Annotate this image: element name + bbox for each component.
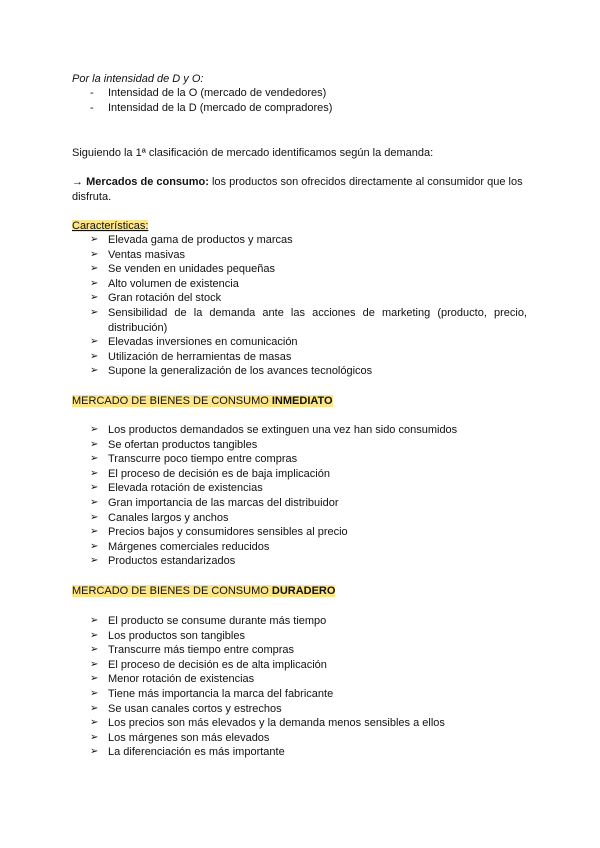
caracteristicas-heading-text: Características: [72,220,149,232]
inmediato-heading-bold: INMEDIATO [271,395,333,407]
list-item [90,525,527,540]
list-item-text: Se ofertan productos tangibles [108,438,258,451]
list-item [90,540,527,555]
list-item-text: Alto volumen de existencia [108,277,239,290]
caracteristicas-heading [72,219,148,233]
bullet-arrow-icon: ➢ [90,453,99,465]
list-item-text: Utilización de herramientas de masas [108,350,292,363]
list-item [90,335,527,350]
list-item [90,438,527,453]
bullet-arrow-icon: ➢ [90,555,99,567]
inmediato-heading-prefix: MERCADO DE BIENES DE CONSUMO [72,395,269,407]
list-item [90,233,527,248]
list-item-text: Gran importancia de las marcas del distribuidor [108,496,339,509]
list-item-text: Sensibilidad de la demanda ante las acciones de marketing (producto, precio, distribución) [108,306,527,334]
consumo-text-cont: disfruta. [72,191,112,203]
bullet-arrow-icon: ➢ [90,629,99,641]
bullet-arrow-icon: ➢ [90,248,99,260]
list-item [90,423,527,438]
list-item [90,643,527,658]
list-item-text: Gran rotación del stock [108,292,222,305]
list-item-text: Supone la generalización de los avances tecnológicos [108,365,373,378]
duradero-heading-bold: DURADERO [271,585,336,597]
inmediato-list [90,423,527,569]
list-item-text: Tiene más importancia la marca del fabricante [108,687,334,700]
bullet-arrow-icon: ➢ [90,717,99,729]
bullet-arrow-icon: ➢ [90,263,99,275]
list-item [90,745,527,760]
list-item [90,364,527,379]
bullet-arrow-icon: ➢ [90,644,99,656]
list-item [90,716,527,731]
list-item-text: Menor rotación de existencias [108,673,255,686]
bullet-arrow-icon: ➢ [90,350,99,362]
list-item-text: Elevada rotación de existencias [108,482,263,495]
list-item [90,496,527,511]
bullet-arrow-icon: ➢ [90,658,99,670]
bullet-arrow-icon: ➢ [90,511,99,523]
list-item [90,248,527,263]
intro-title: Por la intensidad de D y O: [72,73,204,85]
list-item-text: El proceso de decisión es de baja implicación [108,467,330,480]
list-item-text: Los precios son más elevados y la demanda menos sensibles a ellos [108,717,445,730]
list-item [90,731,527,746]
list-item [90,350,527,365]
list-item [90,511,527,526]
list-item [90,262,527,277]
consumo-definition [72,175,523,189]
list-item [90,629,527,644]
duradero-heading-prefix: MERCADO DE BIENES DE CONSUMO [72,585,269,597]
bullet-arrow-icon: ➢ [90,482,99,494]
bullet-arrow-icon: ➢ [90,234,99,245]
bullet-arrow-icon: ➢ [90,526,99,538]
list-item-text: La diferenciación es más importante [108,746,285,759]
bullet-arrow-icon: ➢ [90,615,99,626]
list-item-text: Elevada gama de productos y marcas [108,234,293,246]
list-item [90,291,527,306]
bullet-arrow-icon: ➢ [90,540,99,552]
list-item [90,672,527,687]
bullet-arrow-icon: ➢ [90,292,99,304]
arrow-right-icon: → [72,176,83,188]
list-item [90,277,527,292]
intro-item-text: Intensidad de la O (mercado de vendedores) [108,87,327,99]
bullet-arrow-icon: ➢ [90,365,99,377]
list-item [90,452,527,467]
bullet-arrow-icon: ➢ [90,467,99,479]
list-item [90,306,527,335]
list-item [90,554,527,569]
list-item-text: Se usan canales cortos y estrechos [108,702,282,715]
consumo-label: Mercados de consumo: [86,176,209,188]
duradero-list [90,614,527,760]
list-item [90,614,527,629]
caracteristicas-list [90,233,527,379]
intro-item-text: Intensidad de la D (mercado de compradores) [108,102,333,114]
bullet-arrow-icon: ➢ [90,336,99,348]
list-item [90,481,527,496]
list-item-text: Productos estandarizados [108,555,236,568]
list-item [90,702,527,717]
bullet-arrow-icon: ➢ [90,673,99,685]
bullet-arrow-icon: ➢ [90,424,99,435]
classification-text: Siguiendo la 1ª clasificación de mercado identificamos según la demanda: [72,147,434,159]
bullet-arrow-icon: ➢ [90,438,99,450]
list-item [90,467,527,482]
list-item-text: Transcurre más tiempo entre compras [108,644,295,657]
list-item [90,687,527,702]
bullet-arrow-icon: ➢ [90,731,99,743]
list-item-text: Canales largos y anchos [108,511,229,524]
list-item-text: Los márgenes son más elevados [108,731,270,744]
list-item-text: El producto se consume durante más tiempo [108,615,327,627]
duradero-heading-highlight [72,585,335,597]
list-item-text: Los productos son tangibles [108,629,245,642]
bullet-arrow-icon: ➢ [90,702,99,714]
list-item-text: Se venden en unidades pequeñas [108,263,275,276]
list-item-text: Transcurre poco tiempo entre compras [108,453,298,466]
dash-marker: - [90,87,94,99]
list-item-text: Precios bajos y consumidores sensibles al precio [108,526,348,539]
list-item-text: Ventas masivas [108,248,186,261]
dash-marker: - [90,102,94,114]
duradero-heading [72,584,335,598]
bullet-arrow-icon: ➢ [90,496,99,508]
list-item-text: Los productos demandados se extinguen una vez han sido consumidos [108,424,458,436]
bullet-arrow-icon: ➢ [90,746,99,758]
list-item-text: El proceso de decisión es de alta implicación [108,658,327,671]
list-item-text: Elevadas inversiones en comunicación [108,336,298,349]
bullet-arrow-icon: ➢ [90,687,99,699]
bullet-arrow-icon: ➢ [90,277,99,289]
inmediato-heading-highlight [72,395,333,407]
inmediato-heading [72,394,333,408]
bullet-arrow-icon: ➢ [90,306,99,318]
list-item [90,658,527,673]
consumo-text: los productos son ofrecidos directamente al consumidor que los [211,176,523,188]
list-item-text: Márgenes comerciales reducidos [108,540,270,553]
